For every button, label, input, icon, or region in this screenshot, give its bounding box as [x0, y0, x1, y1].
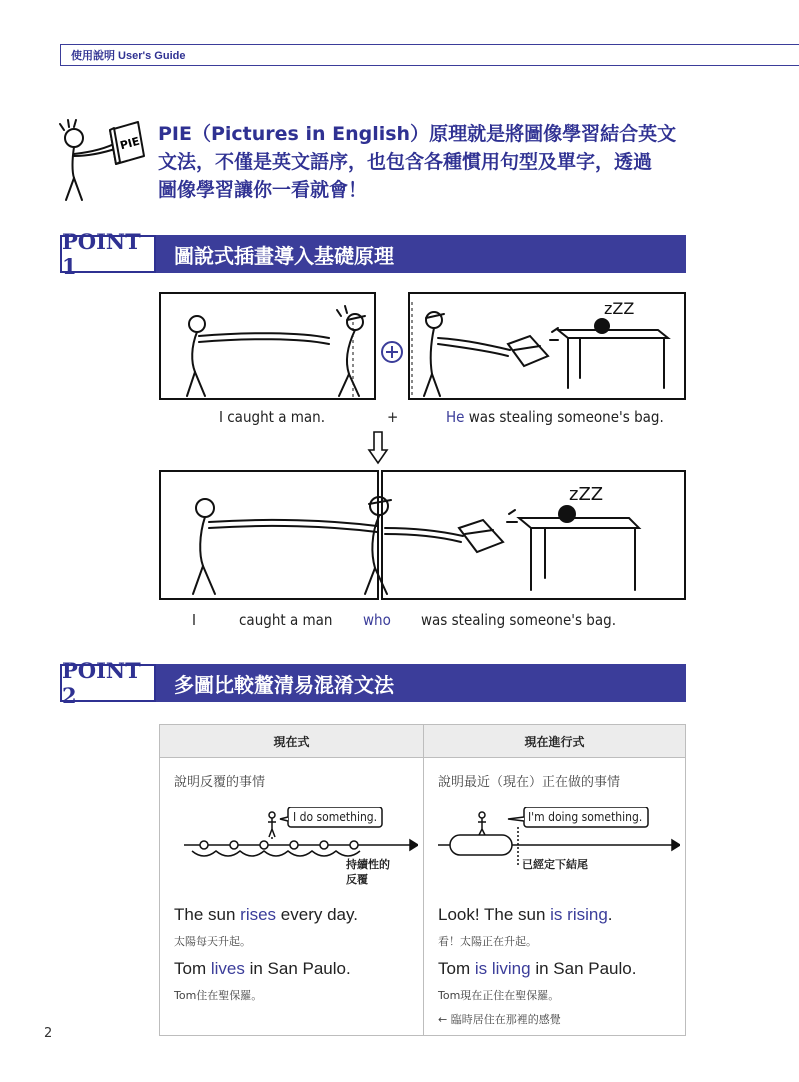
panel-stealing-bag [408, 292, 686, 400]
caption-he: He [446, 408, 465, 426]
panel-combined [159, 470, 686, 600]
column-divider [423, 725, 424, 1035]
col2-desc: 說明最近（現在）正在做的事情 [438, 775, 621, 790]
col1-note-line2: 反覆 [346, 873, 368, 886]
caption-bottom-i: I [192, 611, 196, 629]
page-number: 2 [44, 1026, 53, 1041]
col2-note: 已經定下結尾 [522, 858, 588, 871]
col1-ex2-post: in San Paulo. [244, 959, 351, 978]
pie-book-label: PIE [118, 134, 142, 153]
caption-plus: + [387, 408, 399, 426]
col2-ex2-verb: is living [474, 959, 531, 978]
col1-ex2-verb: lives [210, 959, 245, 978]
intro-text [158, 120, 718, 204]
col1-example2 [174, 959, 351, 979]
col2-header: 現在進行式 [424, 725, 685, 758]
caption-stealing [446, 408, 664, 426]
intro-line-3: 圖像學習讓你一看就會！ [158, 179, 368, 201]
col2-ex2-pre: Tom [438, 959, 475, 978]
col2-ex1-pre: Look! The sun [438, 905, 551, 924]
col1-ex1-post: every day. [276, 905, 358, 924]
plus-circle-icon [380, 340, 404, 364]
intro-line-1: PIE（Pictures in English）原理就是將圖像學習結合英文 [158, 123, 677, 145]
col2-example2-zh: Tom現在正住在聖保羅。 [438, 989, 560, 1002]
point1-label: POINT 1 [60, 235, 156, 273]
point2-bar [60, 658, 686, 708]
col2-example1-zh: 看！太陽正在升起。 [438, 935, 537, 948]
col2-example1 [438, 905, 613, 925]
col1-ex2-pre: Tom [174, 959, 211, 978]
col2-example2-note: ← 臨時居住在那裡的感覺 [438, 1013, 561, 1026]
point2-label: POINT 2 [60, 664, 156, 702]
point1-title: 圖說式插畫導入基礎原理 [156, 235, 686, 273]
caption-stealing-rest: was stealing someone's bag. [468, 408, 664, 426]
caption-bottom-rest: was stealing someone's bag. [421, 611, 616, 629]
col2-ex1-verb: is rising [550, 905, 608, 924]
comparison-table [159, 724, 686, 1036]
point1-bar [60, 229, 686, 279]
intro-line-2: 文法，不僅是英文語序，也包含各種慣用句型及單字，透過 [158, 151, 653, 173]
down-arrow-icon [367, 430, 389, 466]
col1-example1 [174, 905, 358, 925]
col2-ex1-post: . [607, 905, 613, 924]
col1-ex1-pre: The sun [174, 905, 241, 924]
header-label: 使用說明 User's Guide [71, 50, 186, 62]
col1-ex1-verb: rises [240, 905, 277, 924]
col2-ex2-post: in San Paulo. [530, 959, 637, 978]
col1-header: 現在式 [160, 725, 423, 758]
col1-note-line1: 持續性的 [346, 858, 390, 871]
col2-example2 [438, 959, 636, 979]
col1-example1-zh: 太陽每天升起。 [174, 935, 251, 948]
col1-note [346, 857, 390, 887]
zzz-text-1: zZZ [604, 299, 635, 318]
col1-example2-zh: Tom住在聖保羅。 [174, 989, 263, 1002]
col2-bubble: I'm doing something. [528, 810, 643, 824]
zzz-text-2: zZZ [569, 484, 604, 505]
point2-title: 多圖比較釐清易混淆文法 [156, 664, 686, 702]
caption-caught-man: I caught a man. [219, 408, 326, 426]
col1-desc: 說明反覆的事情 [174, 775, 266, 790]
caption-bottom-who: who [363, 611, 391, 629]
header-bar [60, 44, 799, 66]
col1-bubble: I do something. [293, 810, 378, 824]
caption-bottom-caught: caught a man [239, 611, 333, 629]
pie-figure-illustration [52, 112, 152, 204]
panel-caught-man [159, 292, 376, 400]
